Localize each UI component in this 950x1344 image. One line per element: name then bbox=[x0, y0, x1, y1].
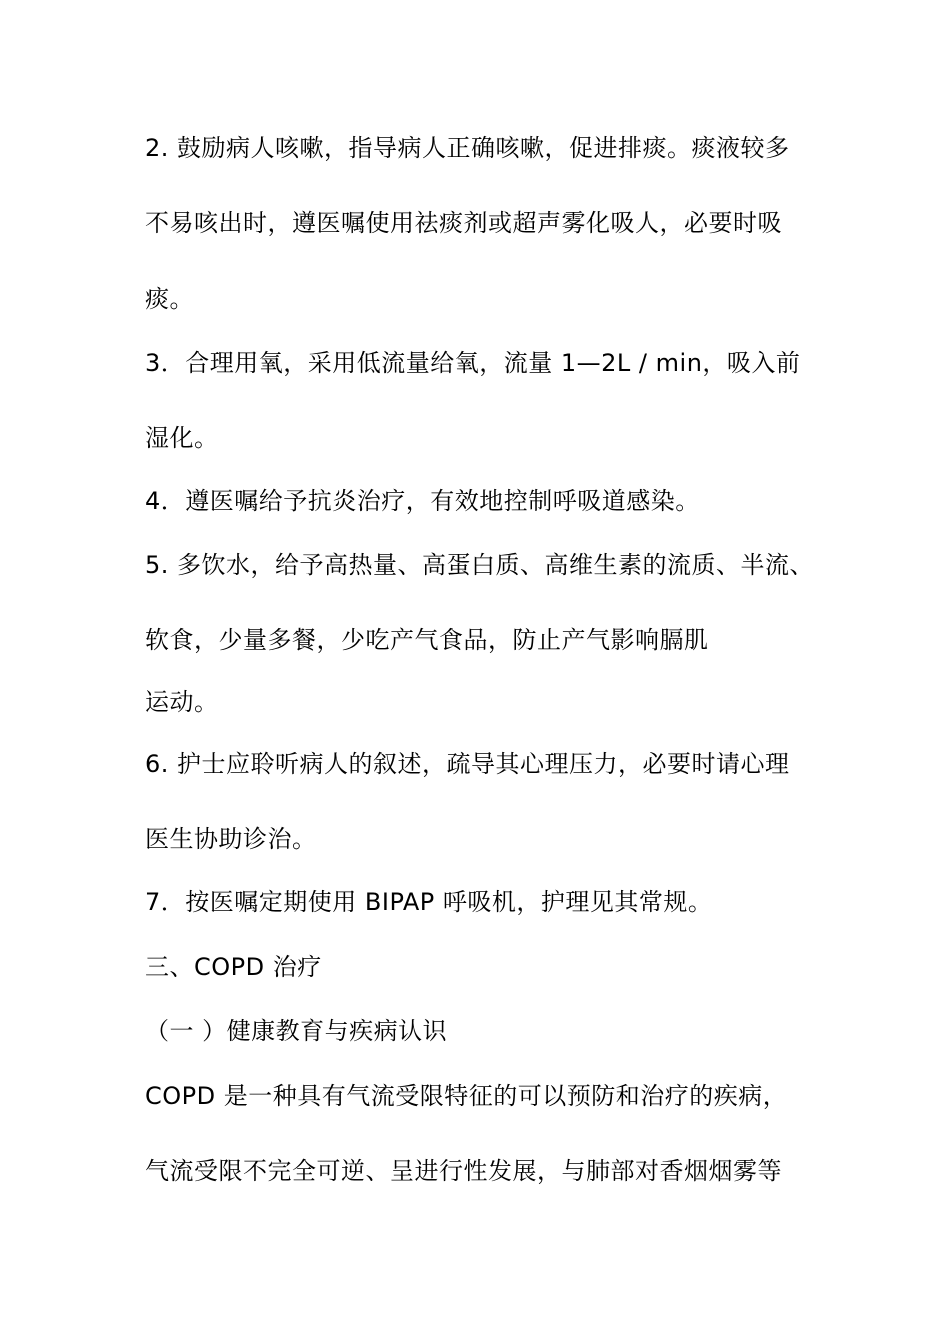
text-line: 湿化。 bbox=[145, 424, 219, 452]
section-heading: 三、COPD 治疗 bbox=[145, 953, 322, 981]
subsection-heading: （一 ）健康教育与疾病认识 bbox=[145, 1017, 448, 1045]
text-line: 运动。 bbox=[145, 688, 219, 716]
text-line: 医生协助诊治。 bbox=[145, 825, 317, 853]
text-line: 不易咳出时，遵医嘱使用祛痰剂或超声雾化吸人，必要时吸 bbox=[145, 209, 782, 237]
text-line: 软食，少量多餐，少吃产气食品，防止产气影响膈肌 bbox=[145, 626, 709, 654]
text-line: 3．合理用氧，采用低流量给氧，流量 1—2L / min，吸入前 bbox=[145, 349, 801, 377]
text-line: 6. 护士应聆听病人的叙述，疏导其心理压力，必要时请心理 bbox=[145, 750, 790, 778]
text-line: 5. 多饮水，给予高热量、高蛋白质、高维生素的流质、半流、 bbox=[145, 551, 815, 579]
text-line: 4．遵医嘱给予抗炎治疗，有效地控制呼吸道感染。 bbox=[145, 487, 700, 515]
text-line: 痰。 bbox=[145, 285, 194, 313]
text-line: 2. 鼓励病人咳嗽，指导病人正确咳嗽，促进排痰。痰液较多 bbox=[145, 134, 790, 162]
text-line: 7．按医嘱定期使用 BIPAP 呼吸机，护理见其常规。 bbox=[145, 888, 713, 916]
text-line: COPD 是一种具有气流受限特征的可以预防和治疗的疾病， bbox=[145, 1082, 788, 1110]
text-line: 气流受限不完全可逆、呈进行性发展，与肺部对香烟烟雾等 bbox=[145, 1157, 782, 1185]
